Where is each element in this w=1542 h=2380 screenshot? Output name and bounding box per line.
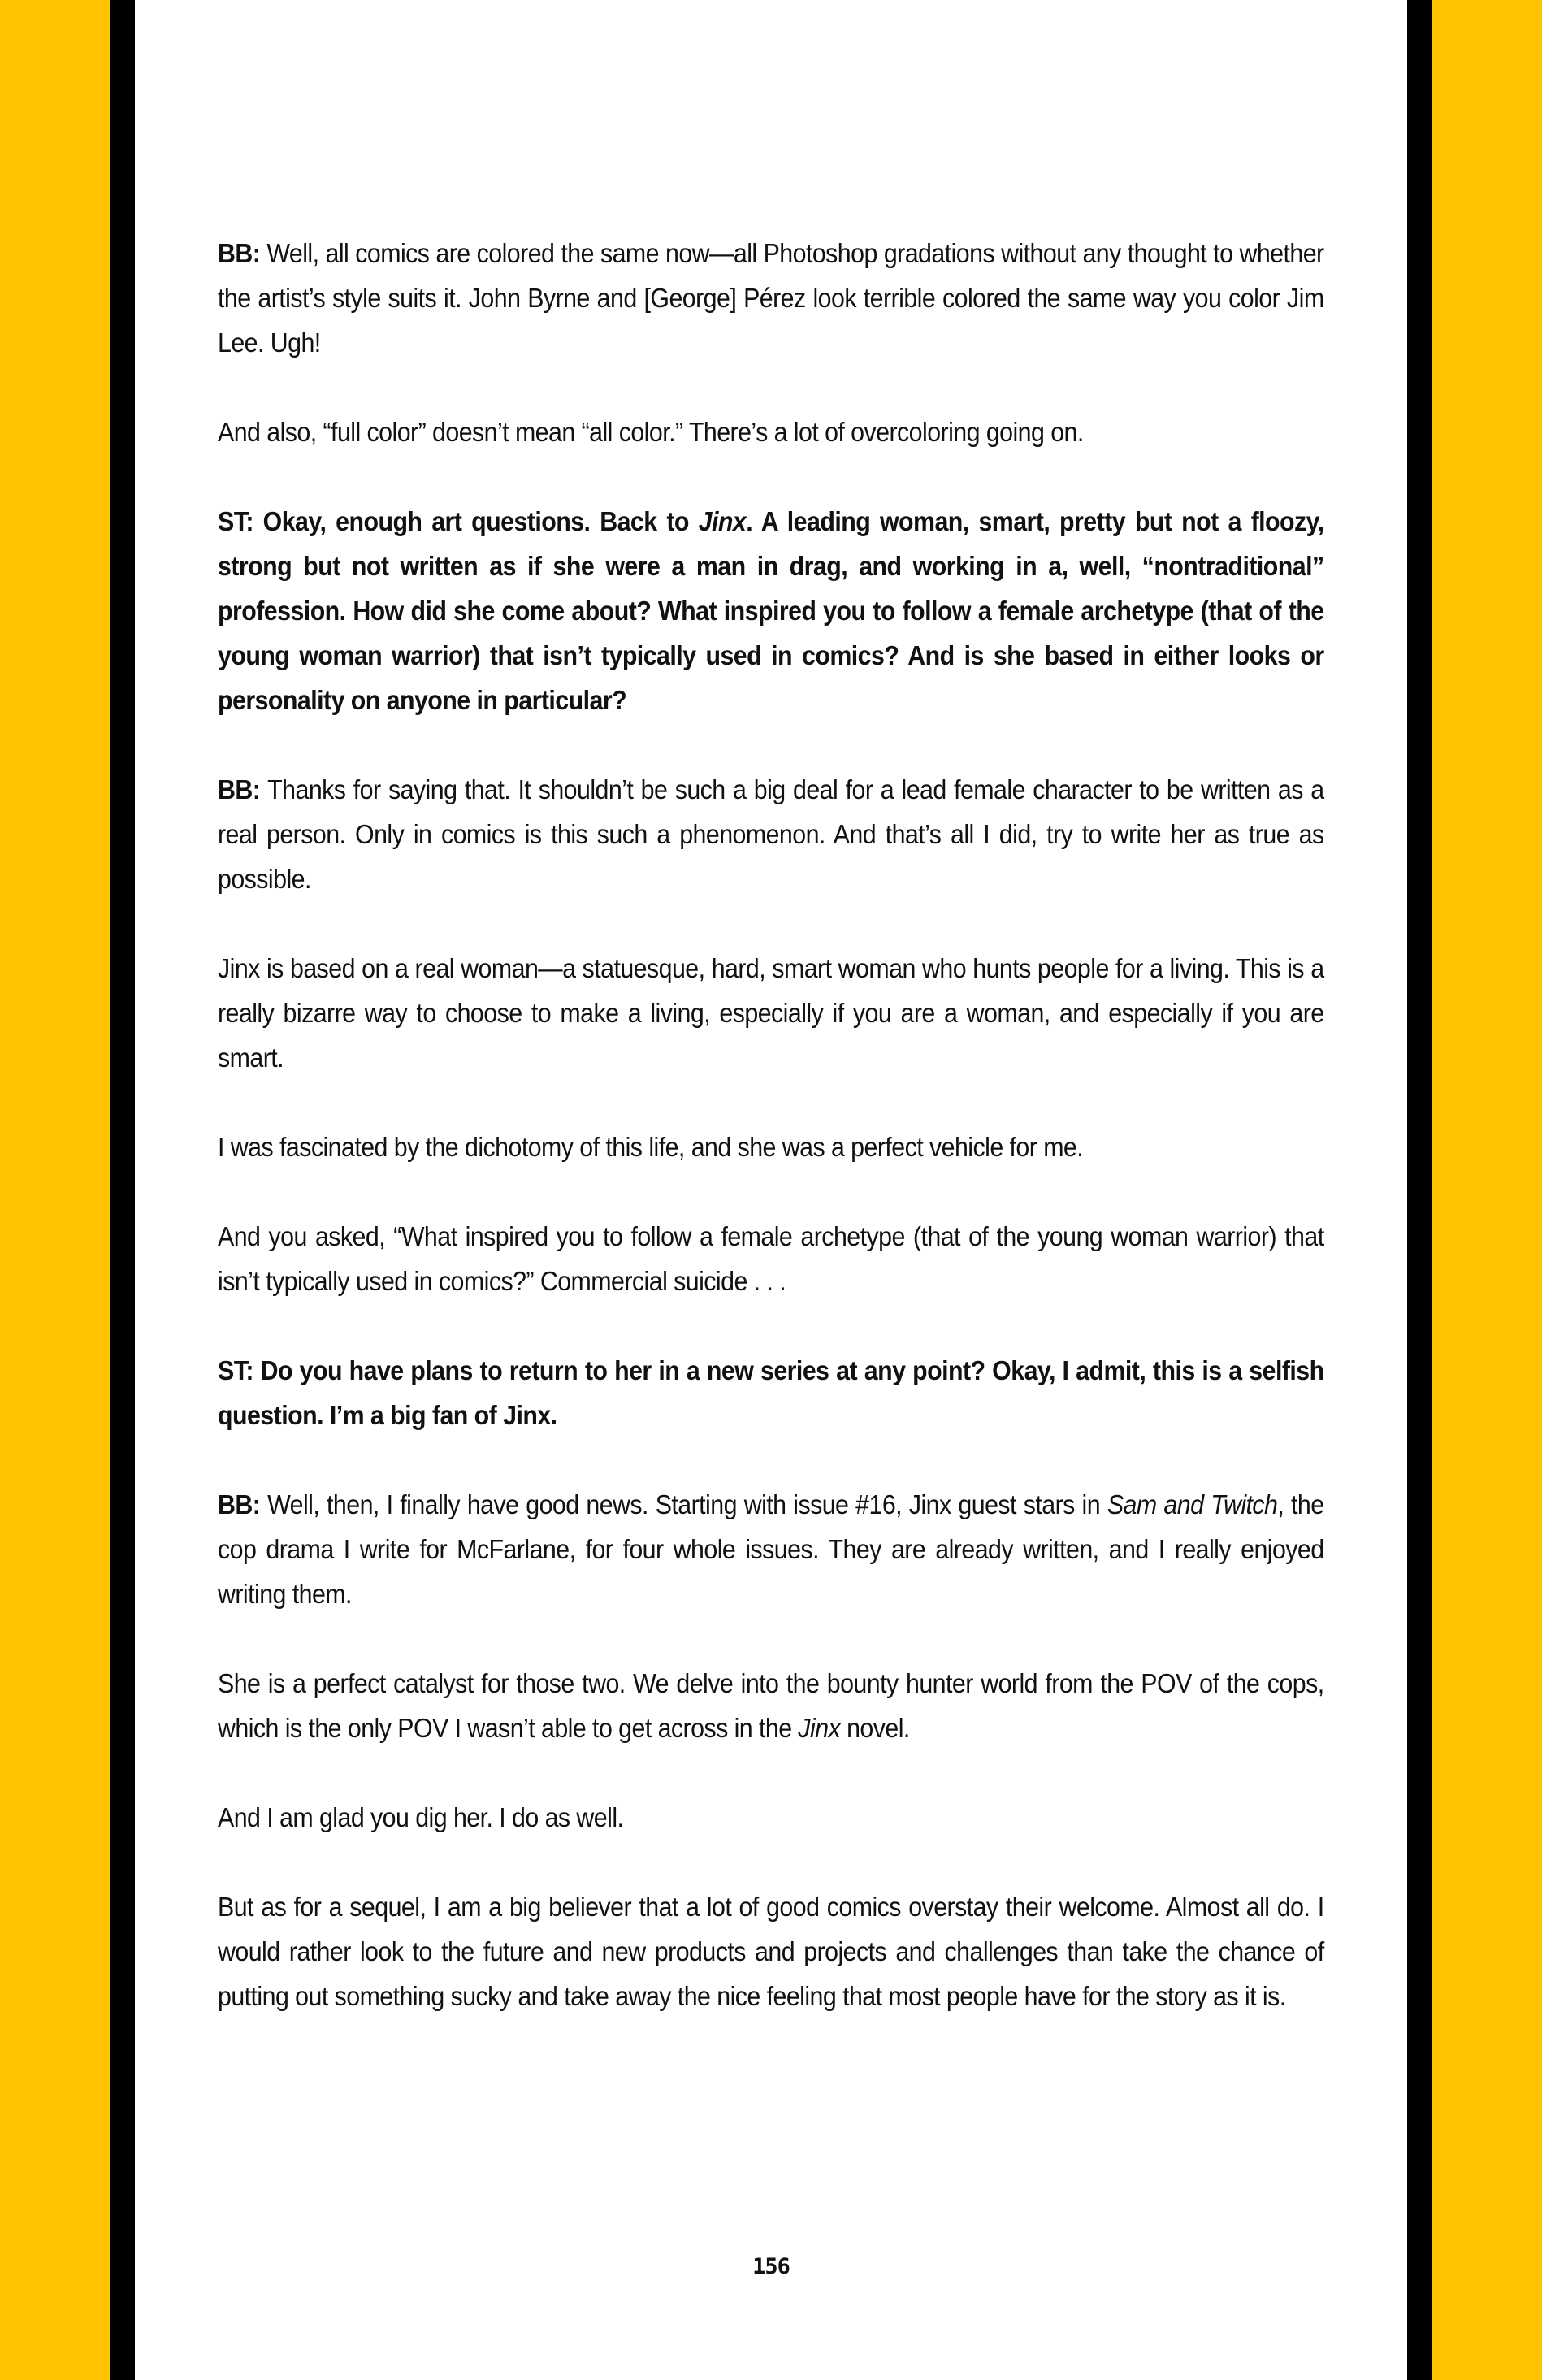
paragraph-commercial-suicide xyxy=(218,1214,1324,1303)
left-yellow-margin xyxy=(0,0,110,2380)
title-italic: Jinx xyxy=(798,1713,841,1743)
speaker-label: BB: xyxy=(218,238,261,268)
speaker-label: BB: xyxy=(218,1489,261,1519)
paragraph-full-color xyxy=(218,410,1324,454)
speaker-label: ST: xyxy=(218,1355,253,1385)
paragraph-glad xyxy=(218,1795,1324,1840)
paragraph-sequel xyxy=(218,1884,1324,2018)
right-yellow-margin xyxy=(1432,0,1542,2380)
paragraph-text: novel. xyxy=(840,1713,910,1743)
left-black-border xyxy=(110,0,135,2380)
page-number: 156 xyxy=(752,2254,790,2279)
interview-text xyxy=(218,231,1324,2018)
paragraph-bb-thanks xyxy=(218,767,1324,901)
paragraph-st-question-jinx xyxy=(218,499,1324,722)
paragraph-text: Well, then, I finally have good news. Starting with issue #16, Jinx guest stars in xyxy=(260,1489,1107,1519)
paragraph-text: I was fascinated by the dichotomy of this life, and she was a perfect vehicle for me. xyxy=(218,1132,1084,1162)
paragraph-dichotomy xyxy=(218,1125,1324,1169)
paragraph-text: She is a perfect catalyst for those two. We delve into the bounty hunter world from the POV of the cops, which is the only POV I wasn’t able to get across in the xyxy=(218,1668,1324,1743)
paragraph-text: Well, all comics are colored the same now—all Photoshop gradations without any thought to whether the artist’s style suits it. John Byrne and [George] Pérez look terrible colored the same way you color Jim Lee. Ugh! xyxy=(218,238,1324,358)
paragraph-text: , the cop drama I write for McFarlane, for four whole issues. They are already written, and I really enjoyed writing them. xyxy=(218,1489,1324,1609)
title-italic: Jinx xyxy=(698,506,747,536)
paragraph-bb-coloring xyxy=(218,231,1324,365)
paragraph-text: But as for a sequel, I am a big believer that a lot of good comics overstay their welcome. Almost all do. I would rather look to the future and new products and projects and challenges than take the chance of putting out something sucky and take away the nice feeling that most people have for the story as it is. xyxy=(218,1892,1324,2011)
paragraph-text: And I am glad you dig her. I do as well. xyxy=(218,1802,624,1832)
paragraph-bb-good-news xyxy=(218,1482,1324,1616)
paragraph-text: Okay, enough art questions. Back to xyxy=(253,506,699,536)
paragraph-text: . A leading woman, smart, pretty but not a floozy, strong but not written as if she were a man in drag, and working in a, well, “nontraditional” profession. How did she come about? What inspired you to follow a female archetype (that of the young woman warrior) that isn’t typically used in comics? And is she based in either looks or personality on anyone in particular? xyxy=(218,506,1324,715)
title-italic: Sam and Twitch xyxy=(1107,1489,1278,1519)
paragraph-text: Jinx is based on a real woman—a statuesque, hard, smart woman who hunts people for a living. This is a really bizarre way to choose to make a living, especially if you are a woman, and especially if you are smart. xyxy=(218,953,1324,1073)
right-black-border xyxy=(1407,0,1432,2380)
paragraph-text: And you asked, “What inspired you to follow a female archetype (that of the young woman warrior) that isn’t typically used in comics?” Commercial suicide . . . xyxy=(218,1221,1324,1296)
paragraph-real-woman xyxy=(218,946,1324,1080)
paragraph-catalyst xyxy=(218,1661,1324,1750)
speaker-label: BB: xyxy=(218,774,261,804)
paragraph-text: Thanks for saying that. It shouldn’t be such a big deal for a lead female character to be written as a real person. Only in comics is this such a phenomenon. And that’s all I did, try to write her as true as possible. xyxy=(218,774,1324,894)
paragraph-text: Do you have plans to return to her in a new series at any point? Okay, I admit, this is a selfish question. I’m a big fan of Jinx. xyxy=(218,1355,1324,1430)
speaker-label: ST: xyxy=(218,506,253,536)
paragraph-st-question-return xyxy=(218,1348,1324,1437)
paragraph-text: And also, “full color” doesn’t mean “all color.” There’s a lot of overcoloring going on. xyxy=(218,417,1084,447)
